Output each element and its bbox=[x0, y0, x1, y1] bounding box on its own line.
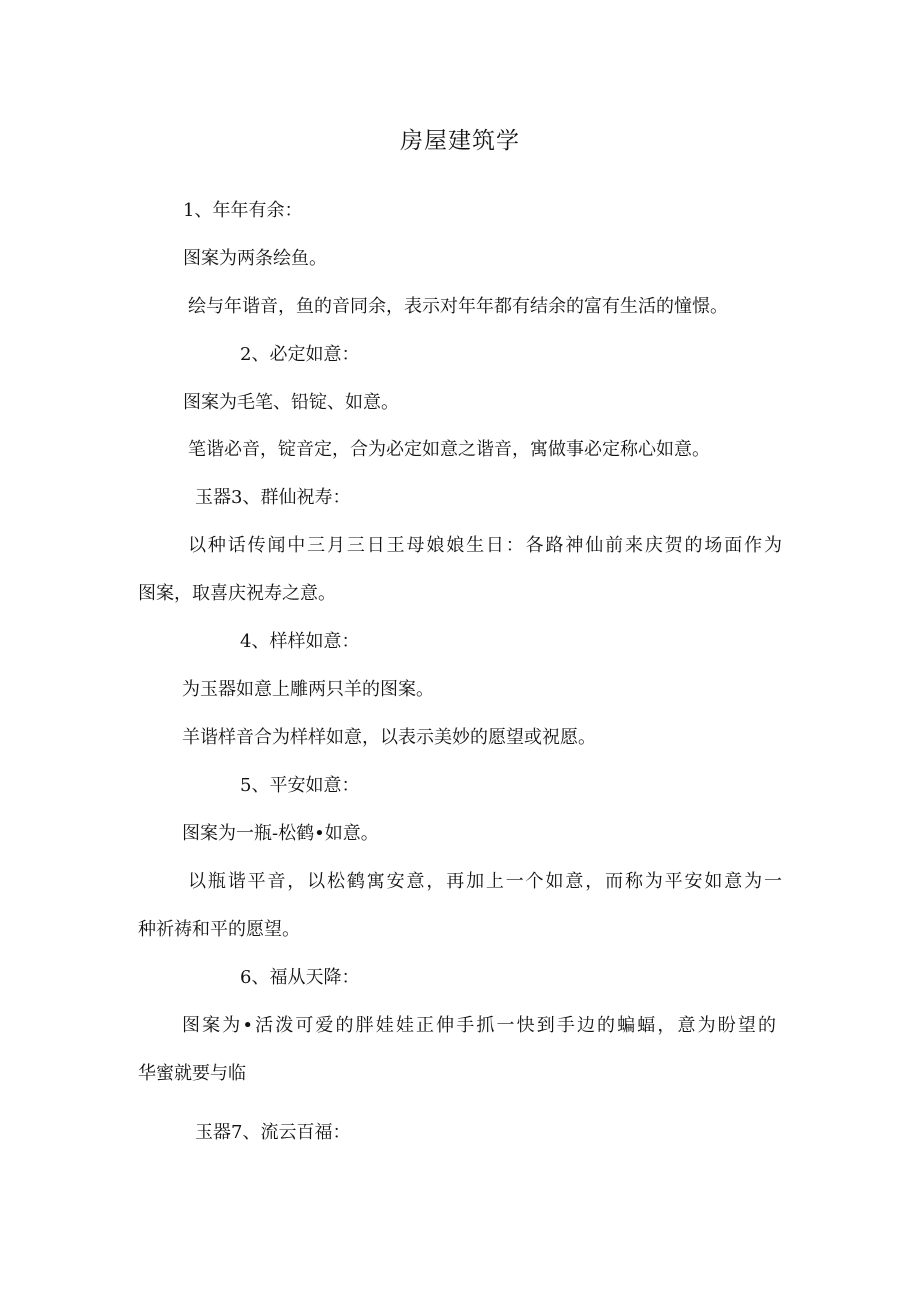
section-heading-4: 4、样样如意： bbox=[240, 631, 360, 652]
paragraph-line: 以瓶谐平音，以松鹤寓安意，再加上一个如意，而称为平安如意为一 bbox=[188, 871, 782, 892]
paragraph-line: 笔谐必音，锭音定，合为必定如意之谐音，寓做事必定称心如意。 bbox=[188, 439, 710, 460]
section-heading-3: 玉器3、群仙祝寿： bbox=[195, 487, 351, 508]
paragraph-line: 羊谐样音合为样样如意，以表示美妙的愿望或祝愿。 bbox=[182, 727, 596, 748]
paragraph-line: 图案为毛笔、铅锭、如意。 bbox=[183, 392, 399, 413]
paragraph-line: 图案为一瓶-松鹤•如意。 bbox=[182, 823, 379, 844]
paragraph-line: 华蜜就要与临 bbox=[138, 1063, 246, 1084]
paragraph-line: 绘与年谐音，鱼的音同余，表示对年年都有结余的富有生活的憧憬。 bbox=[188, 296, 728, 317]
section-heading-1: 1、年年有余： bbox=[183, 200, 303, 221]
section-heading-7: 玉器7、流云百福： bbox=[195, 1122, 351, 1143]
section-heading-2: 2、必定如意： bbox=[240, 344, 360, 365]
paragraph-line: 种祈祷和平的愿望。 bbox=[138, 919, 300, 940]
paragraph-line: 以种话传闻中三月三日王母娘娘生日：各路神仙前来庆贺的场面作为 bbox=[188, 535, 782, 556]
section-heading-6: 6、福从天降： bbox=[240, 967, 360, 988]
section-heading-5: 5、平安如意： bbox=[240, 775, 360, 796]
paragraph-line: 图案为•活泼可爱的胖娃娃正伸手抓一快到手边的蝙蝠，意为盼望的 bbox=[182, 1015, 776, 1036]
paragraph-line: 为玉器如意上雕两只羊的图案。 bbox=[182, 679, 434, 700]
document-title: 房屋建筑学 bbox=[400, 128, 520, 154]
paragraph-line: 图案，取喜庆祝寿之意。 bbox=[138, 583, 336, 604]
paragraph-line: 图案为两条绘鱼。 bbox=[183, 248, 327, 269]
